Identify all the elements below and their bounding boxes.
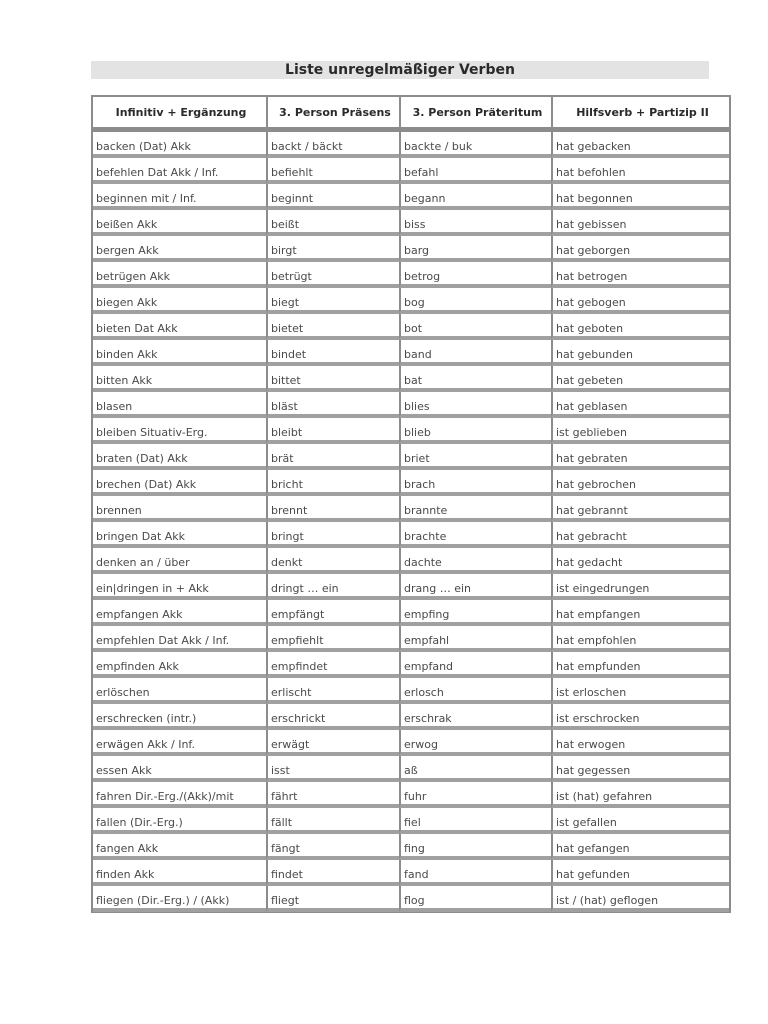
cell-preterite: bog [399, 288, 551, 314]
cell-participle: hat erwogen [551, 730, 729, 756]
table-row [93, 288, 729, 314]
cell-present: bläst [266, 392, 399, 418]
table-row [93, 236, 729, 262]
table-row [93, 756, 729, 782]
cell-participle: hat gebrannt [551, 496, 729, 522]
table-header-row [93, 97, 729, 132]
cell-present: empfiehlt [266, 626, 399, 652]
cell-participle: hat gebunden [551, 340, 729, 366]
cell-preterite: blieb [399, 418, 551, 444]
cell-infinitive: finden Akk [93, 860, 266, 886]
table-body [93, 132, 729, 912]
cell-present: beginnt [266, 184, 399, 210]
cell-participle: ist eingedrungen [551, 574, 729, 600]
table-row [93, 392, 729, 418]
column-header-present: 3. Person Präsens [266, 97, 399, 132]
cell-infinitive: fahren Dir.-Erg./(Akk)/mit [93, 782, 266, 808]
column-header-infinitive: Infinitiv + Ergänzung [93, 97, 266, 132]
irregular-verbs-table [91, 95, 731, 913]
cell-participle: hat gefangen [551, 834, 729, 860]
cell-participle: hat gebracht [551, 522, 729, 548]
cell-present: fällt [266, 808, 399, 834]
cell-participle: hat gebrochen [551, 470, 729, 496]
table-row [93, 678, 729, 704]
cell-present: bringt [266, 522, 399, 548]
cell-participle: ist erschrocken [551, 704, 729, 730]
cell-preterite: bot [399, 314, 551, 340]
cell-present: bricht [266, 470, 399, 496]
cell-infinitive: blasen [93, 392, 266, 418]
cell-infinitive: biegen Akk [93, 288, 266, 314]
cell-preterite: betrog [399, 262, 551, 288]
cell-present: bittet [266, 366, 399, 392]
cell-present: brät [266, 444, 399, 470]
cell-infinitive: ein|dringen in + Akk [93, 574, 266, 600]
cell-present: bindet [266, 340, 399, 366]
cell-infinitive: befehlen Dat Akk / Inf. [93, 158, 266, 184]
cell-preterite: dachte [399, 548, 551, 574]
table-row [93, 184, 729, 210]
cell-infinitive: erschrecken (intr.) [93, 704, 266, 730]
cell-participle: hat gebogen [551, 288, 729, 314]
cell-present: backt / bäckt [266, 132, 399, 158]
table-row [93, 496, 729, 522]
table-row [93, 418, 729, 444]
cell-participle: ist (hat) gefahren [551, 782, 729, 808]
cell-infinitive: bitten Akk [93, 366, 266, 392]
cell-present: fängt [266, 834, 399, 860]
table-row [93, 886, 729, 912]
cell-infinitive: empfehlen Dat Akk / Inf. [93, 626, 266, 652]
cell-infinitive: erwägen Akk / Inf. [93, 730, 266, 756]
cell-preterite: briet [399, 444, 551, 470]
table-row [93, 132, 729, 158]
cell-preterite: erlosch [399, 678, 551, 704]
cell-present: betrügt [266, 262, 399, 288]
cell-preterite: aß [399, 756, 551, 782]
cell-infinitive: fallen (Dir.-Erg.) [93, 808, 266, 834]
cell-infinitive: empfinden Akk [93, 652, 266, 678]
cell-preterite: drang … ein [399, 574, 551, 600]
cell-infinitive: fliegen (Dir.-Erg.) / (Akk) [93, 886, 266, 912]
cell-present: fliegt [266, 886, 399, 912]
table-row [93, 730, 729, 756]
cell-infinitive: brennen [93, 496, 266, 522]
cell-preterite: fing [399, 834, 551, 860]
cell-participle: hat betrogen [551, 262, 729, 288]
cell-participle: hat gebraten [551, 444, 729, 470]
cell-preterite: blies [399, 392, 551, 418]
cell-present: denkt [266, 548, 399, 574]
table-row [93, 314, 729, 340]
cell-infinitive: bleiben Situativ-Erg. [93, 418, 266, 444]
cell-infinitive: brechen (Dat) Akk [93, 470, 266, 496]
cell-infinitive: erlöschen [93, 678, 266, 704]
cell-present: bietet [266, 314, 399, 340]
table-row [93, 834, 729, 860]
cell-infinitive: bieten Dat Akk [93, 314, 266, 340]
cell-preterite: fuhr [399, 782, 551, 808]
cell-present: brennt [266, 496, 399, 522]
table-row [93, 340, 729, 366]
cell-preterite: biss [399, 210, 551, 236]
cell-participle: ist erloschen [551, 678, 729, 704]
cell-preterite: erwog [399, 730, 551, 756]
cell-present: befiehlt [266, 158, 399, 184]
cell-participle: ist gefallen [551, 808, 729, 834]
cell-infinitive: braten (Dat) Akk [93, 444, 266, 470]
cell-present: findet [266, 860, 399, 886]
cell-preterite: backte / buk [399, 132, 551, 158]
cell-participle: hat gebissen [551, 210, 729, 236]
cell-preterite: band [399, 340, 551, 366]
cell-participle: hat geblasen [551, 392, 729, 418]
cell-participle: hat empfunden [551, 652, 729, 678]
cell-preterite: barg [399, 236, 551, 262]
table-row [93, 652, 729, 678]
cell-infinitive: empfangen Akk [93, 600, 266, 626]
table-row [93, 158, 729, 184]
table-row [93, 210, 729, 236]
cell-preterite: erschrak [399, 704, 551, 730]
table-row [93, 808, 729, 834]
cell-present: bleibt [266, 418, 399, 444]
cell-preterite: empfing [399, 600, 551, 626]
cell-present: beißt [266, 210, 399, 236]
cell-preterite: flog [399, 886, 551, 912]
cell-infinitive: backen (Dat) Akk [93, 132, 266, 158]
cell-present: erlischt [266, 678, 399, 704]
cell-preterite: brach [399, 470, 551, 496]
table-row [93, 626, 729, 652]
cell-preterite: fand [399, 860, 551, 886]
cell-present: isst [266, 756, 399, 782]
cell-participle: hat gefunden [551, 860, 729, 886]
cell-participle: ist / (hat) geflogen [551, 886, 729, 912]
cell-present: empfindet [266, 652, 399, 678]
table-row [93, 262, 729, 288]
cell-infinitive: betrügen Akk [93, 262, 266, 288]
cell-participle: hat geboten [551, 314, 729, 340]
cell-preterite: befahl [399, 158, 551, 184]
column-header-preterite: 3. Person Präteritum [399, 97, 551, 132]
table-row [93, 470, 729, 496]
cell-infinitive: denken an / über [93, 548, 266, 574]
cell-present: birgt [266, 236, 399, 262]
cell-participle: hat gedacht [551, 548, 729, 574]
cell-participle: hat gebacken [551, 132, 729, 158]
cell-present: erschrickt [266, 704, 399, 730]
table-row [93, 366, 729, 392]
table-row [93, 704, 729, 730]
cell-preterite: bat [399, 366, 551, 392]
cell-infinitive: beißen Akk [93, 210, 266, 236]
cell-infinitive: binden Akk [93, 340, 266, 366]
cell-participle: hat befohlen [551, 158, 729, 184]
cell-present: fährt [266, 782, 399, 808]
cell-infinitive: beginnen mit / Inf. [93, 184, 266, 210]
table-row [93, 782, 729, 808]
cell-present: erwägt [266, 730, 399, 756]
cell-infinitive: bringen Dat Akk [93, 522, 266, 548]
cell-infinitive: bergen Akk [93, 236, 266, 262]
cell-participle: hat empfohlen [551, 626, 729, 652]
cell-participle: hat empfangen [551, 600, 729, 626]
column-header-participle: Hilfsverb + Partizip II [551, 97, 729, 132]
cell-infinitive: fangen Akk [93, 834, 266, 860]
cell-present: dringt … ein [266, 574, 399, 600]
cell-preterite: empfand [399, 652, 551, 678]
cell-preterite: brannte [399, 496, 551, 522]
cell-infinitive: essen Akk [93, 756, 266, 782]
cell-preterite: fiel [399, 808, 551, 834]
cell-present: biegt [266, 288, 399, 314]
table-row [93, 548, 729, 574]
cell-preterite: brachte [399, 522, 551, 548]
cell-participle: hat gegessen [551, 756, 729, 782]
table-row [93, 574, 729, 600]
document-title: Liste unregelmäßiger Verben [91, 61, 709, 79]
cell-preterite: empfahl [399, 626, 551, 652]
table-row [93, 444, 729, 470]
table-row [93, 522, 729, 548]
cell-participle: hat geborgen [551, 236, 729, 262]
cell-preterite: begann [399, 184, 551, 210]
cell-participle: ist geblieben [551, 418, 729, 444]
table-row [93, 860, 729, 886]
cell-present: empfängt [266, 600, 399, 626]
cell-participle: hat begonnen [551, 184, 729, 210]
cell-participle: hat gebeten [551, 366, 729, 392]
table-row [93, 600, 729, 626]
